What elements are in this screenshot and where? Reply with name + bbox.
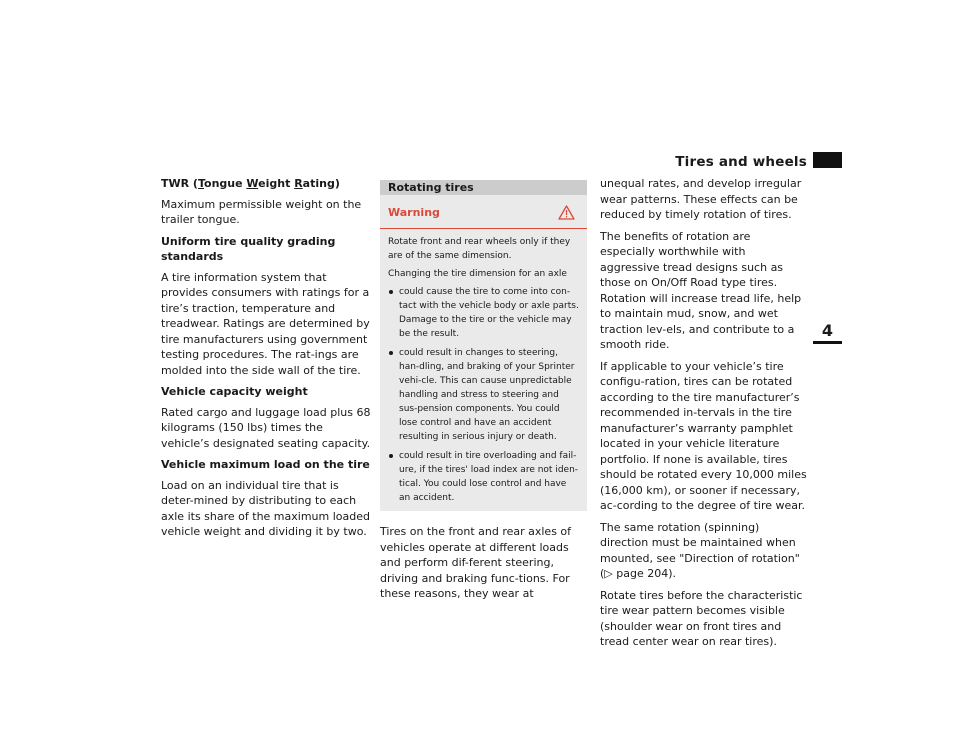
maxload-heading: Vehicle maximum load on the tire [161, 458, 370, 471]
rotation-p2: The benefits of rotation are especially worthwhile with aggressive tread designs such as those on On/Off Road type tires. Rotation will increase tread life, help to maintain mud, snow, and wet traction lev-els, and contribute to a smooth ride. [600, 229, 802, 351]
capacity-text: Rated cargo and luggage load plus 68 kilograms (150 lbs) times the vehicle’s designated seating capacity. [161, 405, 371, 450]
box-title: Rotating tires [380, 180, 587, 195]
rotation-p5: Rotate tires before the characteristic tire wear pattern becomes visible (shoulder wear on front tires and tread center wear on rear tires). [600, 588, 803, 648]
section-title: Tires and wheels [675, 154, 807, 170]
warning-sub: Changing the tire dimension for an axle [388, 269, 567, 279]
list-item: could cause the tire to come into con-tact with the vehicle body or axle parts. Damage to the tire or the vehicle may be the result. [388, 285, 579, 341]
utqg-text: A tire information system that provides consumers with ratings for a tire’s traction, temperature and treadwear. Ratings are determined by tire manufacturers using government testing procedures. The rat-ings are molded into the side wall of the tire. [161, 270, 370, 377]
warning-list [388, 285, 579, 505]
maxload-text: Load on an individual tire that is deter-mined by distributing to each axle its share of the maximum loaded vehicle weight and dividing it by two. [161, 478, 370, 538]
warning-row [380, 195, 587, 229]
warning-triangle-icon [558, 205, 575, 224]
chapter-number: 4 [821, 321, 834, 340]
left-column [161, 176, 371, 546]
rotation-p1: unequal rates, and develop irregular wear patterns. These effects can be reduced by timely rotation of tires. [600, 177, 802, 221]
right-column [600, 176, 807, 656]
axles-text: Tires on the front and rear axles of vehicles operate at different loads and perform dif-ferent steering, driving and braking func-tions. For these reasons, they wear at [380, 525, 572, 600]
capacity-heading: Vehicle capacity weight [161, 385, 308, 398]
section-tab-marker [813, 152, 842, 168]
middle-column-text [380, 524, 587, 608]
twr-heading: TWR (Tongue Weight Rating) [161, 177, 340, 190]
twr-text: Maximum permissible weight on the trailer tongue. [161, 197, 362, 226]
rotation-p4: The same rotation (spinning) direction must be maintained when mounted, see "Direction of rotation" (▷ page 204). [600, 520, 800, 580]
warning-label: Warning [388, 206, 440, 219]
list-item: could result in tire overloading and fail-ure, if the tires' load index are not iden-tical. You could lose control and have an accident. [388, 449, 579, 505]
list-item: could result in changes to steering, han-dling, and braking of your Sprinter vehi-cle. This can cause unpredictable handling and stress to steering and sus-pension components. You could lose control and have an accident resulting in serious injury or death. [388, 346, 579, 444]
chapter-rule [813, 341, 842, 344]
page-ref-arrow-icon: ▷ [604, 567, 613, 580]
warning-body [380, 229, 587, 505]
rotating-tires-box [380, 180, 587, 511]
utqg-heading: Uniform tire quality grading standards [161, 234, 336, 263]
warning-intro: Rotate front and rear wheels only if they are of the same dimension. [388, 237, 571, 261]
rotation-p3: If applicable to your vehicle’s tire configu-ration, tires can be rotated according to the tire manufacturer’s recommended in-tervals in the tire manufacturer’s warranty pamphlet located in your vehicle literature portfolio. If none is available, tires should be rotated every 10,000 miles (16,000 km), or sooner if necessary, ac-cording to the degree of tire wear. [600, 359, 807, 512]
